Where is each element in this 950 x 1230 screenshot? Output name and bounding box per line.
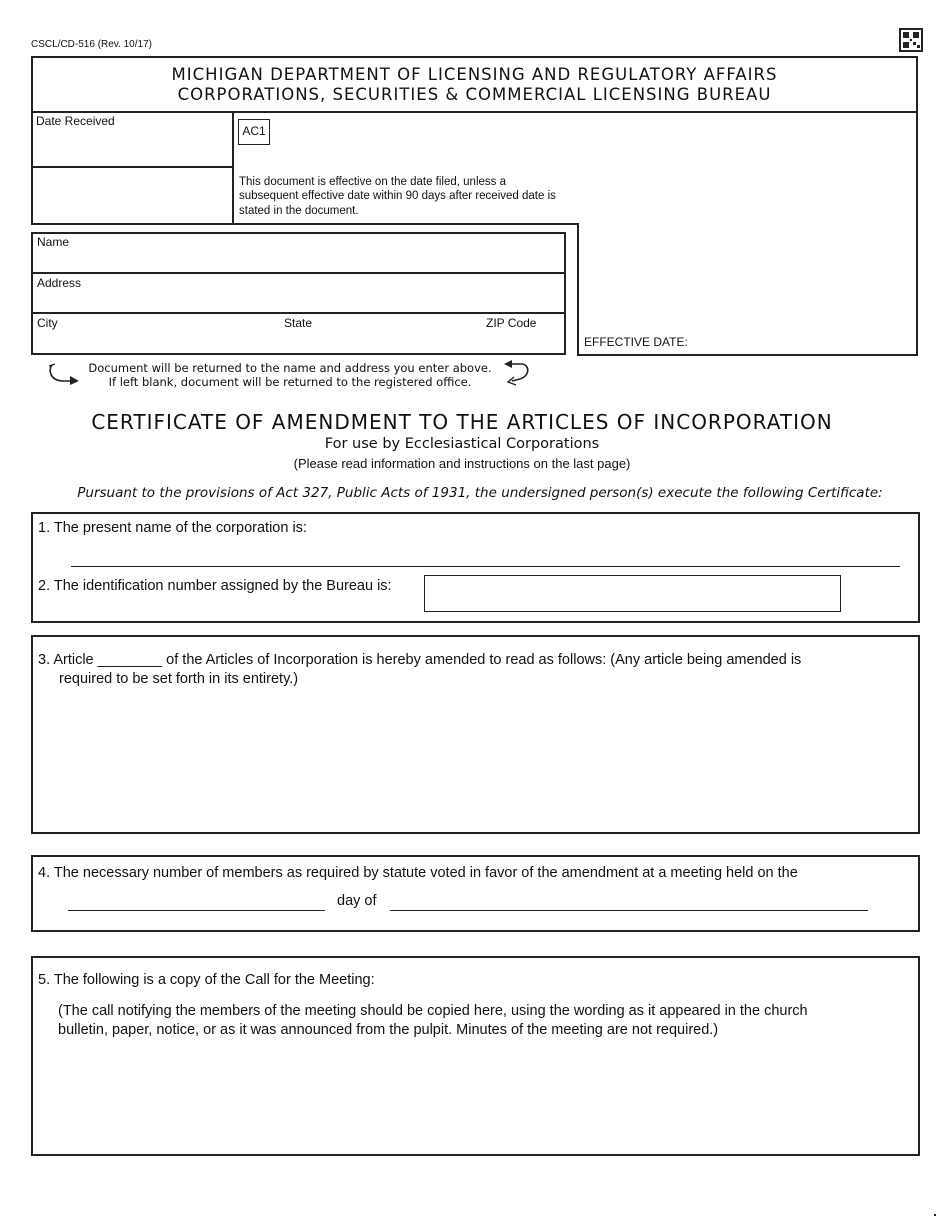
effective-date-label: EFFECTIVE DATE: — [584, 335, 688, 349]
return-note-line1: Document will be returned to the name and address you enter above. — [88, 361, 492, 375]
divider — [232, 111, 234, 225]
divider — [577, 354, 918, 356]
return-note-line2: If left blank, document will be returned to the registered office. — [108, 375, 472, 389]
effective-note: This document is effective on the date filed, unless a subsequent effective date within 90 days after received date is stated in the document. — [239, 176, 556, 217]
meeting-month-year-field[interactable] — [390, 892, 868, 911]
city-label: City — [37, 316, 58, 330]
item-3-label: 3. Article ________ of the Articles of Incorporation is hereby amended to read as follows: (Any article being amended is — [38, 652, 802, 668]
qr-code-icon — [899, 28, 923, 52]
name-field[interactable] — [36, 250, 561, 270]
corporation-name-field[interactable] — [71, 549, 900, 567]
item-5-note-line2: bulletin, paper, notice, or as it was announced from the pulpit. Minutes of the meeting are not required.) — [58, 1022, 719, 1038]
document-title: CERTIFICATE OF AMENDMENT TO THE ARTICLES OF INCORPORATION — [91, 410, 833, 434]
form-number: CSCL/CD-516 (Rev. 10/17) — [31, 39, 152, 50]
form-code-badge: AC1 — [238, 119, 270, 145]
divider — [31, 56, 33, 225]
divider — [31, 223, 579, 225]
divider — [31, 166, 233, 168]
amendment-text-area[interactable] — [40, 695, 910, 825]
page-dot — [934, 1214, 936, 1216]
meeting-day-field[interactable] — [68, 892, 325, 911]
name-label: Name — [37, 235, 70, 249]
divider — [31, 111, 918, 113]
call-for-meeting-text-area[interactable] — [40, 1045, 910, 1145]
item-3-note: required to be set forth in its entirety.) — [59, 671, 299, 687]
instructions-note: (Please read information and instructions on the last page) — [293, 456, 631, 471]
date-received-label: Date Received — [36, 114, 115, 128]
effective-date-field[interactable] — [692, 330, 912, 350]
zip-label: ZIP Code — [486, 316, 537, 330]
item-5-label: 5. The following is a copy of the Call for the Meeting: — [38, 972, 375, 988]
agency-name: MICHIGAN DEPARTMENT OF LICENSING AND REGULATORY AFFAIRS — [171, 65, 778, 84]
divider — [577, 223, 579, 356]
city-field[interactable] — [36, 331, 276, 351]
pursuant-statement: Pursuant to the provisions of Act 327, Public Acts of 1931, the undersigned person(s) execute the following Certificate: — [77, 485, 883, 501]
return-note — [60, 361, 520, 389]
zip-field[interactable] — [486, 331, 562, 351]
day-of-label: day of — [337, 893, 377, 909]
agency-header — [31, 56, 918, 112]
identification-number-field[interactable] — [424, 575, 841, 612]
state-label: State — [284, 316, 313, 330]
state-field[interactable] — [284, 331, 474, 351]
address-field[interactable] — [36, 291, 561, 311]
divider — [916, 56, 918, 356]
item-4-label: 4. The necessary number of members as required by statute voted in favor of the amendment at a meeting held on the — [38, 865, 798, 881]
address-label: Address — [37, 276, 82, 290]
divider — [31, 272, 566, 274]
bureau-name: CORPORATIONS, SECURITIES & COMMERCIAL LICENSING BUREAU — [177, 85, 772, 104]
item-1-label: 1. The present name of the corporation is: — [38, 520, 307, 536]
item-5-note-line1: (The call notifying the members of the meeting should be copied here, using the wording as it appeared in the church — [58, 1003, 808, 1019]
date-received-field[interactable] — [34, 132, 230, 164]
divider — [31, 312, 566, 314]
filing-stamp-area[interactable] — [34, 170, 230, 220]
document-subtitle: For use by Ecclesiastical Corporations — [324, 436, 600, 452]
item-2-label: 2. The identification number assigned by the Bureau is: — [38, 578, 392, 594]
return-arrow-right-icon — [502, 360, 532, 386]
